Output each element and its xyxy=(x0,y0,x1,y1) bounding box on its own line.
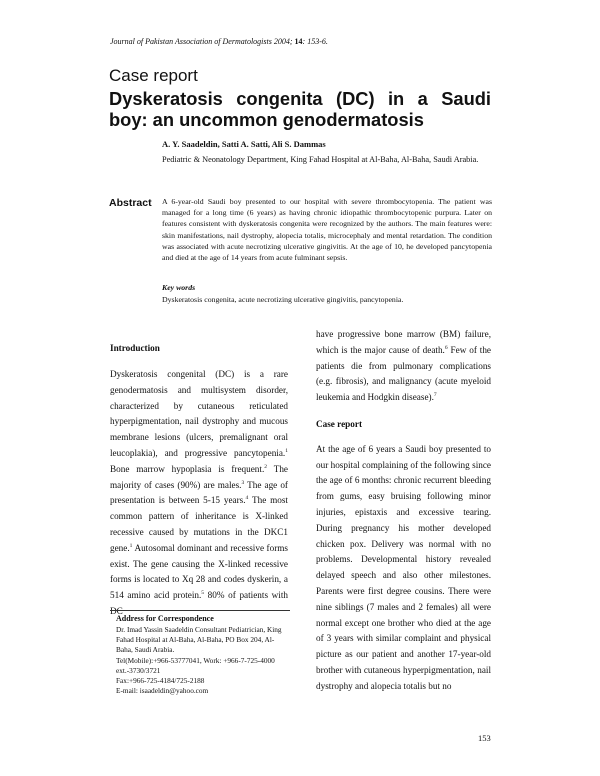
address-title: Address for Correspondence xyxy=(116,614,214,623)
page-number: 153 xyxy=(478,733,491,743)
keywords-label: Key words xyxy=(162,283,196,292)
journal-year: 2004; xyxy=(273,37,293,46)
intro-text-2: Bone marrow hypoplasia is frequent. xyxy=(110,463,265,474)
section-label: Case report xyxy=(109,66,198,85)
article-title: Dyskeratosis congenita (DC) in a Saudi boy: an uncommon genodermatosis xyxy=(109,88,491,130)
abstract-label: Abstract xyxy=(109,197,152,209)
abstract-text: A 6-year-old Saudi boy presented to our hospital with severe thrombocytopenia. The patient was managed for a long time (6 years) as having chronic idiopathic thrombocytopenic purpura. Later on features consistent with dyskeratosis congenita were recognized by the authors. The main features were: skin manifestations, nail dystrophy, alopecia totalis, microcephaly and mental retardation. The condition was associated with acute necrotizing ulcerative gingivitis. At the age of 10, he developed pancytopenia and died at the age of 14 years from acute fulminant sepsis. xyxy=(162,197,492,263)
citation-3: 3 xyxy=(241,479,245,486)
address-line-2: Tel(Mobile):+966-53777041, Work: +966-7-725-4000 ext.-3730/3721 xyxy=(116,655,275,675)
keywords-text: Dyskeratosis congenita, acute necrotizing ulcerative gingivitis, pancytopenia. xyxy=(162,295,404,304)
address-text xyxy=(116,625,290,696)
intro-text-5: The most common pattern of inheritance is X-linked recessive caused by mutations in the DKC1 gene. xyxy=(110,495,288,553)
journal-pages: : 153-6. xyxy=(302,37,328,46)
citation-1: 1 xyxy=(285,447,288,454)
address-line-1: Dr. Imad Yassin Saadeldin Consultant Pediatrician, King Fahad Hospital at Al-Baha, Al-Baha, PO Box 204, Al-Baha, Saudi Arabia. xyxy=(116,625,282,655)
intro-text-7: 80% of patients with xyxy=(207,590,288,601)
introduction-heading: Introduction xyxy=(110,343,160,353)
address-line-3: Fax:+966-725-4184/725-2188 xyxy=(116,676,205,686)
intro-text-4: The age of presentation is between 5-15 years. xyxy=(110,479,288,506)
citation-8: 7 xyxy=(433,392,437,399)
journal-name: Journal of Pakistan Association of Dermatologists xyxy=(110,37,272,46)
address-line-4: E-mail: isaadeldin@yahoo.com xyxy=(116,686,209,696)
citation-4: 4 xyxy=(245,495,249,502)
authors: A. Y. Saadeldin, Satti A. Satti, Ali S. Dammas xyxy=(162,139,326,149)
address-divider xyxy=(110,610,290,611)
case-report-heading: Case report xyxy=(316,418,363,429)
journal-citation xyxy=(110,37,328,46)
citation-6: 5 xyxy=(201,590,205,597)
intro-text-3: The majority of cases (90%) are males. xyxy=(110,463,288,490)
citation-7: 6 xyxy=(444,344,448,351)
intro-text-1: Dyskeratosis congenital (DC) is a rare genodermatosis and multisystem disorder, characterized by cutaneous reticulated hyperpigmentation, nail dystrophy and mucous membrane lesions (ulcers, premalignant oral leucoplakia), and progressive pancytopenia. xyxy=(110,369,288,458)
right-text-1: have progressive bone marrow (BM) failure, which is the major cause of death. xyxy=(316,329,491,355)
affiliation: Pediatric & Neonatology Department, King Fahad Hospital at Al-Baha, Al-Baha, Saudi Arabia. xyxy=(162,155,479,164)
right-column xyxy=(316,327,491,695)
journal-volume: 14 xyxy=(294,37,303,46)
right-text-2: Few of the patients die from pulmonary complications (e.g. fibrosis), and malignancy (acute myeloid leukemia and Hodgkin disease). xyxy=(316,344,492,403)
citation-2: 2 xyxy=(264,463,268,470)
intro-text-6: Autosomal dominant and recessive forms exist. The gene causing the X-linked recessive forms is located to Xq 28 and codes dyskerin, a 514 amino acid protein. xyxy=(110,542,288,601)
citation-5: 1 xyxy=(129,542,133,549)
case-report-text: At the age of 6 years a Saudi boy presented to our hospital complaining of the following since the age of 6 months: chronic recurrent bleeding from gums, easy bruising following minor injuries, epistaxis and excessive tearing. During pregnancy his mother developed chicken pox. Delivery was normal with no problems. Developmental history revealed delayed speech and also other milestones. Parents were first degree cousins. There were nine siblings (7 males and 2 females) all were normal except one brother who died at the age of 3 years with similar complaint and physical picture as our patient and another 17-year-old brother with cutaneous hyperpigmentation, nail dystrophy and alopecia totalis but no xyxy=(316,443,491,691)
introduction-body xyxy=(110,367,288,620)
